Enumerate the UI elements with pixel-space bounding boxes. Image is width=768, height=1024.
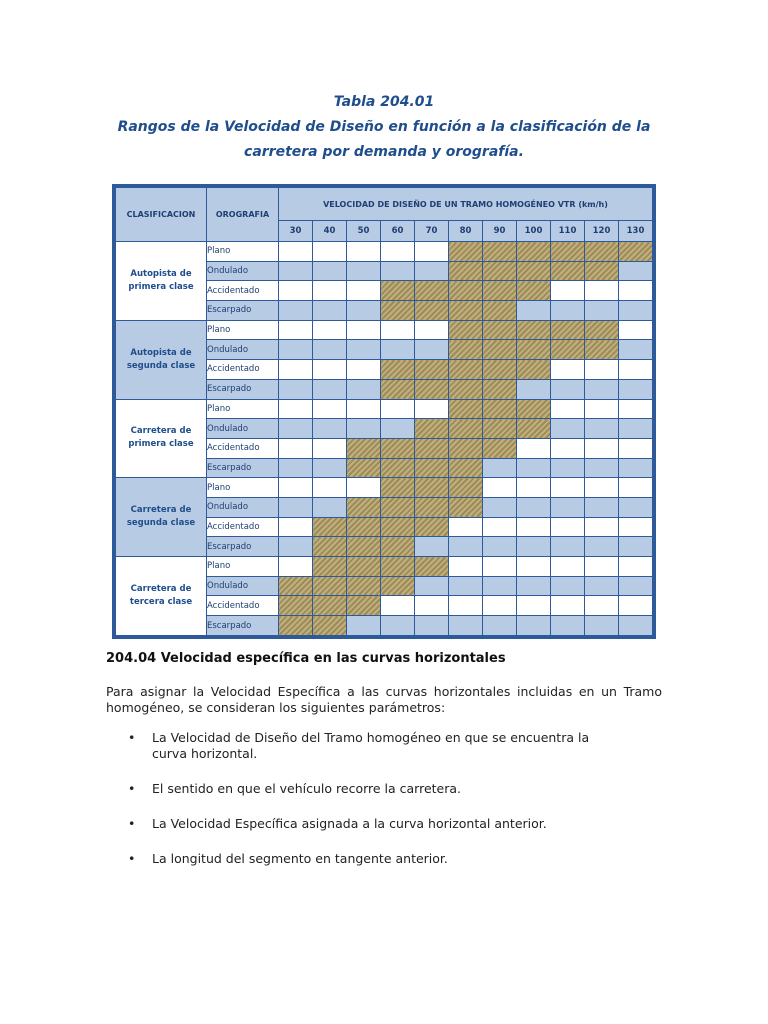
speed-range-cell (415, 320, 449, 340)
speed-range-cell-active (347, 596, 381, 616)
bullet-icon: • (128, 730, 136, 745)
speed-header-cell: 80 (449, 221, 483, 242)
speed-header-cell: 130 (619, 221, 653, 242)
speed-range-cell (585, 438, 619, 458)
speed-range-cell-active (381, 301, 415, 321)
speed-range-cell (415, 596, 449, 616)
speed-range-cell (517, 557, 551, 577)
speed-range-cell-active (483, 379, 517, 399)
speed-range-cell-active (347, 517, 381, 537)
speed-range-cell (313, 301, 347, 321)
speed-range-cell-active (449, 320, 483, 340)
bullet-icon: • (128, 781, 136, 796)
speed-range-cell-active (381, 478, 415, 498)
speed-range-cell (551, 497, 585, 517)
speed-range-cell (585, 478, 619, 498)
speed-range-cell (551, 438, 585, 458)
speed-range-cell-active (381, 576, 415, 596)
classification-cell: Carretera de primera clase (116, 399, 207, 478)
speed-range-cell (313, 379, 347, 399)
orografia-cell: Accidentado (207, 281, 279, 301)
speed-range-cell (551, 576, 585, 596)
orografia-cell: Accidentado (207, 360, 279, 380)
speed-range-cell-active (585, 242, 619, 262)
speed-table (115, 187, 653, 636)
speed-range-cell-active (381, 497, 415, 517)
list-item-text: La Velocidad de Diseño del Tramo homogéneo en que se encuentra la curva horizontal. (152, 730, 590, 761)
speed-range-cell-active (449, 242, 483, 262)
speed-range-cell-active (279, 576, 313, 596)
orografia-cell: Plano (207, 399, 279, 419)
speed-range-cell-active (347, 497, 381, 517)
speed-range-cell (619, 596, 653, 616)
speed-range-cell-active (551, 340, 585, 360)
speed-range-cell (449, 596, 483, 616)
speed-range-cell-active (449, 261, 483, 281)
speed-range-cell (279, 360, 313, 380)
speed-range-cell (619, 576, 653, 596)
speed-range-cell (619, 616, 653, 636)
speed-range-cell-active (585, 340, 619, 360)
speed-range-cell (585, 301, 619, 321)
speed-range-cell (381, 419, 415, 439)
speed-range-cell (279, 458, 313, 478)
speed-range-cell (483, 596, 517, 616)
speed-range-cell (347, 301, 381, 321)
bullet-icon: • (128, 816, 136, 831)
caption-title-line-1: Rangos de la Velocidad de Diseño en función a la clasificación de la (117, 119, 651, 135)
speed-range-cell (313, 478, 347, 498)
speed-range-cell (517, 458, 551, 478)
speed-range-cell-active (517, 419, 551, 439)
speed-range-cell-active (449, 497, 483, 517)
table-row (116, 399, 653, 419)
speed-range-cell (347, 360, 381, 380)
speed-range-cell (517, 537, 551, 557)
speed-range-cell (551, 301, 585, 321)
speed-range-cell-active (381, 379, 415, 399)
speed-range-cell (279, 497, 313, 517)
speed-range-cell (313, 281, 347, 301)
speed-range-cell-active (449, 478, 483, 498)
header-velocidad: VELOCIDAD DE DISEÑO DE UN TRAMO HOMOGÉNEO VTR (km/h) (279, 188, 653, 221)
speed-range-cell-active (517, 360, 551, 380)
speed-range-cell (279, 281, 313, 301)
section-paragraph: Para asignar la Velocidad Específica a las curvas horizontales incluidas en un Tramo homogéneo, se consideran los siguientes parámetros: (106, 684, 662, 715)
speed-range-cell-active (483, 419, 517, 439)
speed-range-cell-active (483, 242, 517, 262)
speed-range-cell-active (381, 281, 415, 301)
orografia-cell: Ondulado (207, 576, 279, 596)
speed-header-cell: 90 (483, 221, 517, 242)
speed-range-cell (517, 379, 551, 399)
speed-range-cell (619, 517, 653, 537)
speed-range-cell (619, 557, 653, 577)
speed-range-cell (347, 419, 381, 439)
speed-range-cell (585, 537, 619, 557)
speed-header-cell: 40 (313, 221, 347, 242)
speed-header-cell: 120 (585, 221, 619, 242)
speed-range-cell-active (415, 497, 449, 517)
speed-range-cell (551, 419, 585, 439)
speed-range-cell-active (483, 399, 517, 419)
speed-range-cell (585, 419, 619, 439)
bullet-icon: • (128, 851, 136, 866)
orografia-cell: Ondulado (207, 261, 279, 281)
speed-range-cell (483, 478, 517, 498)
speed-range-cell (313, 419, 347, 439)
speed-range-cell (313, 438, 347, 458)
speed-range-cell (313, 320, 347, 340)
speed-range-cell-active (551, 320, 585, 340)
speed-range-cell (517, 438, 551, 458)
classification-cell: Autopista de primera clase (116, 242, 207, 321)
orografia-cell: Plano (207, 557, 279, 577)
speed-range-cell (483, 537, 517, 557)
table-row (116, 557, 653, 577)
speed-range-cell-active (347, 438, 381, 458)
speed-range-cell (381, 320, 415, 340)
speed-range-cell (313, 242, 347, 262)
speed-range-cell (347, 616, 381, 636)
speed-range-cell (619, 537, 653, 557)
speed-range-cell (619, 261, 653, 281)
speed-range-cell-active (347, 557, 381, 577)
speed-range-cell-active (381, 557, 415, 577)
speed-range-cell (585, 497, 619, 517)
speed-range-cell (381, 616, 415, 636)
orografia-cell: Plano (207, 242, 279, 262)
speed-range-cell (415, 340, 449, 360)
list-item-text: La longitud del segmento en tangente anterior. (152, 851, 448, 866)
speed-range-cell-active (313, 517, 347, 537)
speed-range-cell (313, 458, 347, 478)
speed-range-cell (449, 557, 483, 577)
speed-range-cell (619, 281, 653, 301)
speed-range-cell (313, 399, 347, 419)
speed-range-cell-active (483, 320, 517, 340)
speed-range-cell (585, 616, 619, 636)
speed-range-cell (585, 360, 619, 380)
speed-range-cell (551, 517, 585, 537)
speed-range-cell-active (381, 458, 415, 478)
speed-range-cell-active (381, 438, 415, 458)
speed-table-body (116, 242, 653, 636)
speed-range-cell-active (279, 596, 313, 616)
speed-range-cell (585, 576, 619, 596)
speed-range-cell (517, 517, 551, 537)
orografia-cell: Accidentado (207, 596, 279, 616)
speed-range-cell (279, 537, 313, 557)
header-clasificacion: CLASIFICACION (116, 188, 207, 242)
speed-range-cell (279, 438, 313, 458)
speed-range-cell (313, 497, 347, 517)
speed-header-cell: 100 (517, 221, 551, 242)
classification-cell: Carretera de segunda clase (116, 478, 207, 557)
speed-range-cell-active (449, 458, 483, 478)
speed-range-cell-active (313, 557, 347, 577)
speed-range-cell (279, 261, 313, 281)
speed-range-cell-active (483, 360, 517, 380)
speed-range-cell-active (517, 340, 551, 360)
speed-range-cell (449, 517, 483, 537)
list-item (106, 781, 626, 797)
speed-range-cell-active (313, 576, 347, 596)
speed-range-cell-active (551, 261, 585, 281)
speed-range-cell-active (517, 242, 551, 262)
list-item-text: La Velocidad Específica asignada a la curva horizontal anterior. (152, 816, 547, 831)
orografia-cell: Escarpado (207, 301, 279, 321)
speed-range-cell-active (347, 458, 381, 478)
speed-range-cell-active (415, 379, 449, 399)
speed-range-cell (415, 261, 449, 281)
orografia-cell: Accidentado (207, 517, 279, 537)
speed-range-cell-active (313, 537, 347, 557)
parameter-list (106, 730, 626, 886)
speed-range-cell (619, 419, 653, 439)
speed-range-cell (347, 478, 381, 498)
speed-range-cell-active (517, 261, 551, 281)
speed-range-cell (585, 557, 619, 577)
speed-range-cell (313, 261, 347, 281)
speed-range-cell (381, 399, 415, 419)
classification-cell: Carretera de tercera clase (116, 557, 207, 636)
table-row (116, 320, 653, 340)
speed-range-cell (619, 458, 653, 478)
speed-range-cell-active (517, 320, 551, 340)
speed-range-cell-active (449, 360, 483, 380)
orografia-cell: Escarpado (207, 537, 279, 557)
speed-range-cell-active (619, 242, 653, 262)
speed-range-cell (415, 399, 449, 419)
speed-range-cell-active (415, 478, 449, 498)
speed-range-cell (619, 399, 653, 419)
speed-range-cell-active (483, 261, 517, 281)
speed-range-cell-active (279, 616, 313, 636)
speed-range-cell-active (483, 301, 517, 321)
speed-range-cell-active (585, 320, 619, 340)
speed-range-cell (347, 261, 381, 281)
speed-range-cell (381, 261, 415, 281)
speed-range-cell (517, 478, 551, 498)
speed-range-cell-active (415, 360, 449, 380)
speed-range-cell (415, 537, 449, 557)
caption-title-line-2: carretera por demanda y orografía. (244, 144, 524, 160)
speed-range-cell (551, 557, 585, 577)
speed-range-cell-active (415, 281, 449, 301)
speed-range-cell-active (381, 537, 415, 557)
speed-range-cell (619, 340, 653, 360)
speed-range-cell (347, 281, 381, 301)
speed-range-cell-active (313, 596, 347, 616)
speed-range-cell-active (415, 458, 449, 478)
speed-range-cell (313, 340, 347, 360)
speed-range-cell (381, 242, 415, 262)
list-item (106, 730, 626, 762)
speed-range-cell (279, 557, 313, 577)
list-item (106, 851, 626, 867)
speed-range-cell (551, 360, 585, 380)
orografia-cell: Escarpado (207, 379, 279, 399)
speed-range-cell-active (585, 261, 619, 281)
speed-table-frame (112, 184, 656, 639)
speed-range-cell (517, 616, 551, 636)
speed-range-cell (517, 596, 551, 616)
speed-range-cell-active (483, 438, 517, 458)
orografia-cell: Plano (207, 478, 279, 498)
speed-range-cell-active (347, 537, 381, 557)
speed-range-cell (449, 537, 483, 557)
speed-range-cell-active (415, 517, 449, 537)
speed-range-cell (279, 419, 313, 439)
speed-range-cell-active (483, 281, 517, 301)
speed-range-cell (619, 320, 653, 340)
speed-range-cell (585, 458, 619, 478)
orografia-cell: Ondulado (207, 340, 279, 360)
speed-range-cell-active (517, 399, 551, 419)
orografia-cell: Ondulado (207, 497, 279, 517)
speed-range-cell (347, 379, 381, 399)
speed-range-cell (279, 379, 313, 399)
speed-range-cell-active (415, 438, 449, 458)
list-item-text: El sentido en que el vehículo recorre la carretera. (152, 781, 462, 796)
orografia-cell: Ondulado (207, 419, 279, 439)
speed-range-cell (279, 399, 313, 419)
speed-range-cell (415, 616, 449, 636)
speed-range-cell (551, 281, 585, 301)
speed-header-cell: 70 (415, 221, 449, 242)
speed-range-cell-active (415, 557, 449, 577)
speed-range-cell (551, 596, 585, 616)
table-caption (110, 90, 658, 165)
speed-range-cell (551, 379, 585, 399)
speed-range-cell (279, 242, 313, 262)
speed-header-cell: 50 (347, 221, 381, 242)
orografia-cell: Accidentado (207, 438, 279, 458)
speed-range-cell (483, 557, 517, 577)
speed-range-cell (517, 576, 551, 596)
speed-range-cell (619, 497, 653, 517)
speed-range-cell (449, 576, 483, 596)
speed-range-cell (279, 301, 313, 321)
speed-range-cell (415, 576, 449, 596)
speed-range-cell-active (313, 616, 347, 636)
speed-range-cell-active (551, 242, 585, 262)
classification-cell: Autopista de segunda clase (116, 320, 207, 399)
speed-range-cell-active (381, 360, 415, 380)
speed-range-cell (279, 517, 313, 537)
speed-range-cell-active (415, 419, 449, 439)
speed-range-cell (483, 517, 517, 537)
speed-range-cell (347, 399, 381, 419)
speed-range-cell (483, 616, 517, 636)
speed-range-cell-active (347, 576, 381, 596)
speed-range-cell (415, 242, 449, 262)
list-item (106, 816, 626, 832)
orografia-cell: Escarpado (207, 458, 279, 478)
speed-range-cell (347, 340, 381, 360)
speed-range-cell (619, 360, 653, 380)
speed-range-cell-active (449, 438, 483, 458)
speed-range-cell (279, 478, 313, 498)
speed-range-cell (619, 478, 653, 498)
speed-range-cell-active (449, 340, 483, 360)
speed-header-cell: 110 (551, 221, 585, 242)
speed-range-cell (619, 438, 653, 458)
speed-range-cell (279, 340, 313, 360)
speed-range-cell-active (415, 301, 449, 321)
speed-range-cell (551, 458, 585, 478)
speed-range-cell (619, 301, 653, 321)
section-title: 204.04 Velocidad específica en las curvas horizontales (106, 651, 506, 666)
header-orografia: OROGRAFIA (207, 188, 279, 242)
speed-range-cell (551, 399, 585, 419)
orografia-cell: Plano (207, 320, 279, 340)
speed-range-cell-active (449, 281, 483, 301)
speed-header-cell: 30 (279, 221, 313, 242)
speed-range-cell (483, 576, 517, 596)
speed-range-cell (483, 458, 517, 478)
speed-header-cell: 60 (381, 221, 415, 242)
speed-range-cell (551, 537, 585, 557)
speed-range-cell (381, 596, 415, 616)
speed-range-cell-active (449, 379, 483, 399)
speed-range-cell-active (449, 419, 483, 439)
speed-range-cell (585, 399, 619, 419)
speed-range-cell (483, 497, 517, 517)
speed-range-cell (517, 301, 551, 321)
speed-range-cell (619, 379, 653, 399)
speed-range-cell (279, 320, 313, 340)
speed-range-cell (585, 517, 619, 537)
speed-range-cell (449, 616, 483, 636)
speed-range-cell (347, 242, 381, 262)
speed-range-cell-active (483, 340, 517, 360)
speed-range-cell (381, 340, 415, 360)
table-row (116, 478, 653, 498)
speed-range-cell (585, 281, 619, 301)
speed-range-cell-active (517, 281, 551, 301)
speed-range-cell (347, 320, 381, 340)
speed-range-cell (313, 360, 347, 380)
table-row (116, 242, 653, 262)
speed-range-cell (517, 497, 551, 517)
speed-range-cell (551, 478, 585, 498)
speed-range-cell-active (381, 517, 415, 537)
speed-range-cell (551, 616, 585, 636)
speed-range-cell (585, 596, 619, 616)
orografia-cell: Escarpado (207, 616, 279, 636)
speed-range-cell-active (449, 301, 483, 321)
speed-range-cell (585, 379, 619, 399)
speed-range-cell-active (449, 399, 483, 419)
caption-table-number: Tabla 204.01 (333, 94, 435, 110)
